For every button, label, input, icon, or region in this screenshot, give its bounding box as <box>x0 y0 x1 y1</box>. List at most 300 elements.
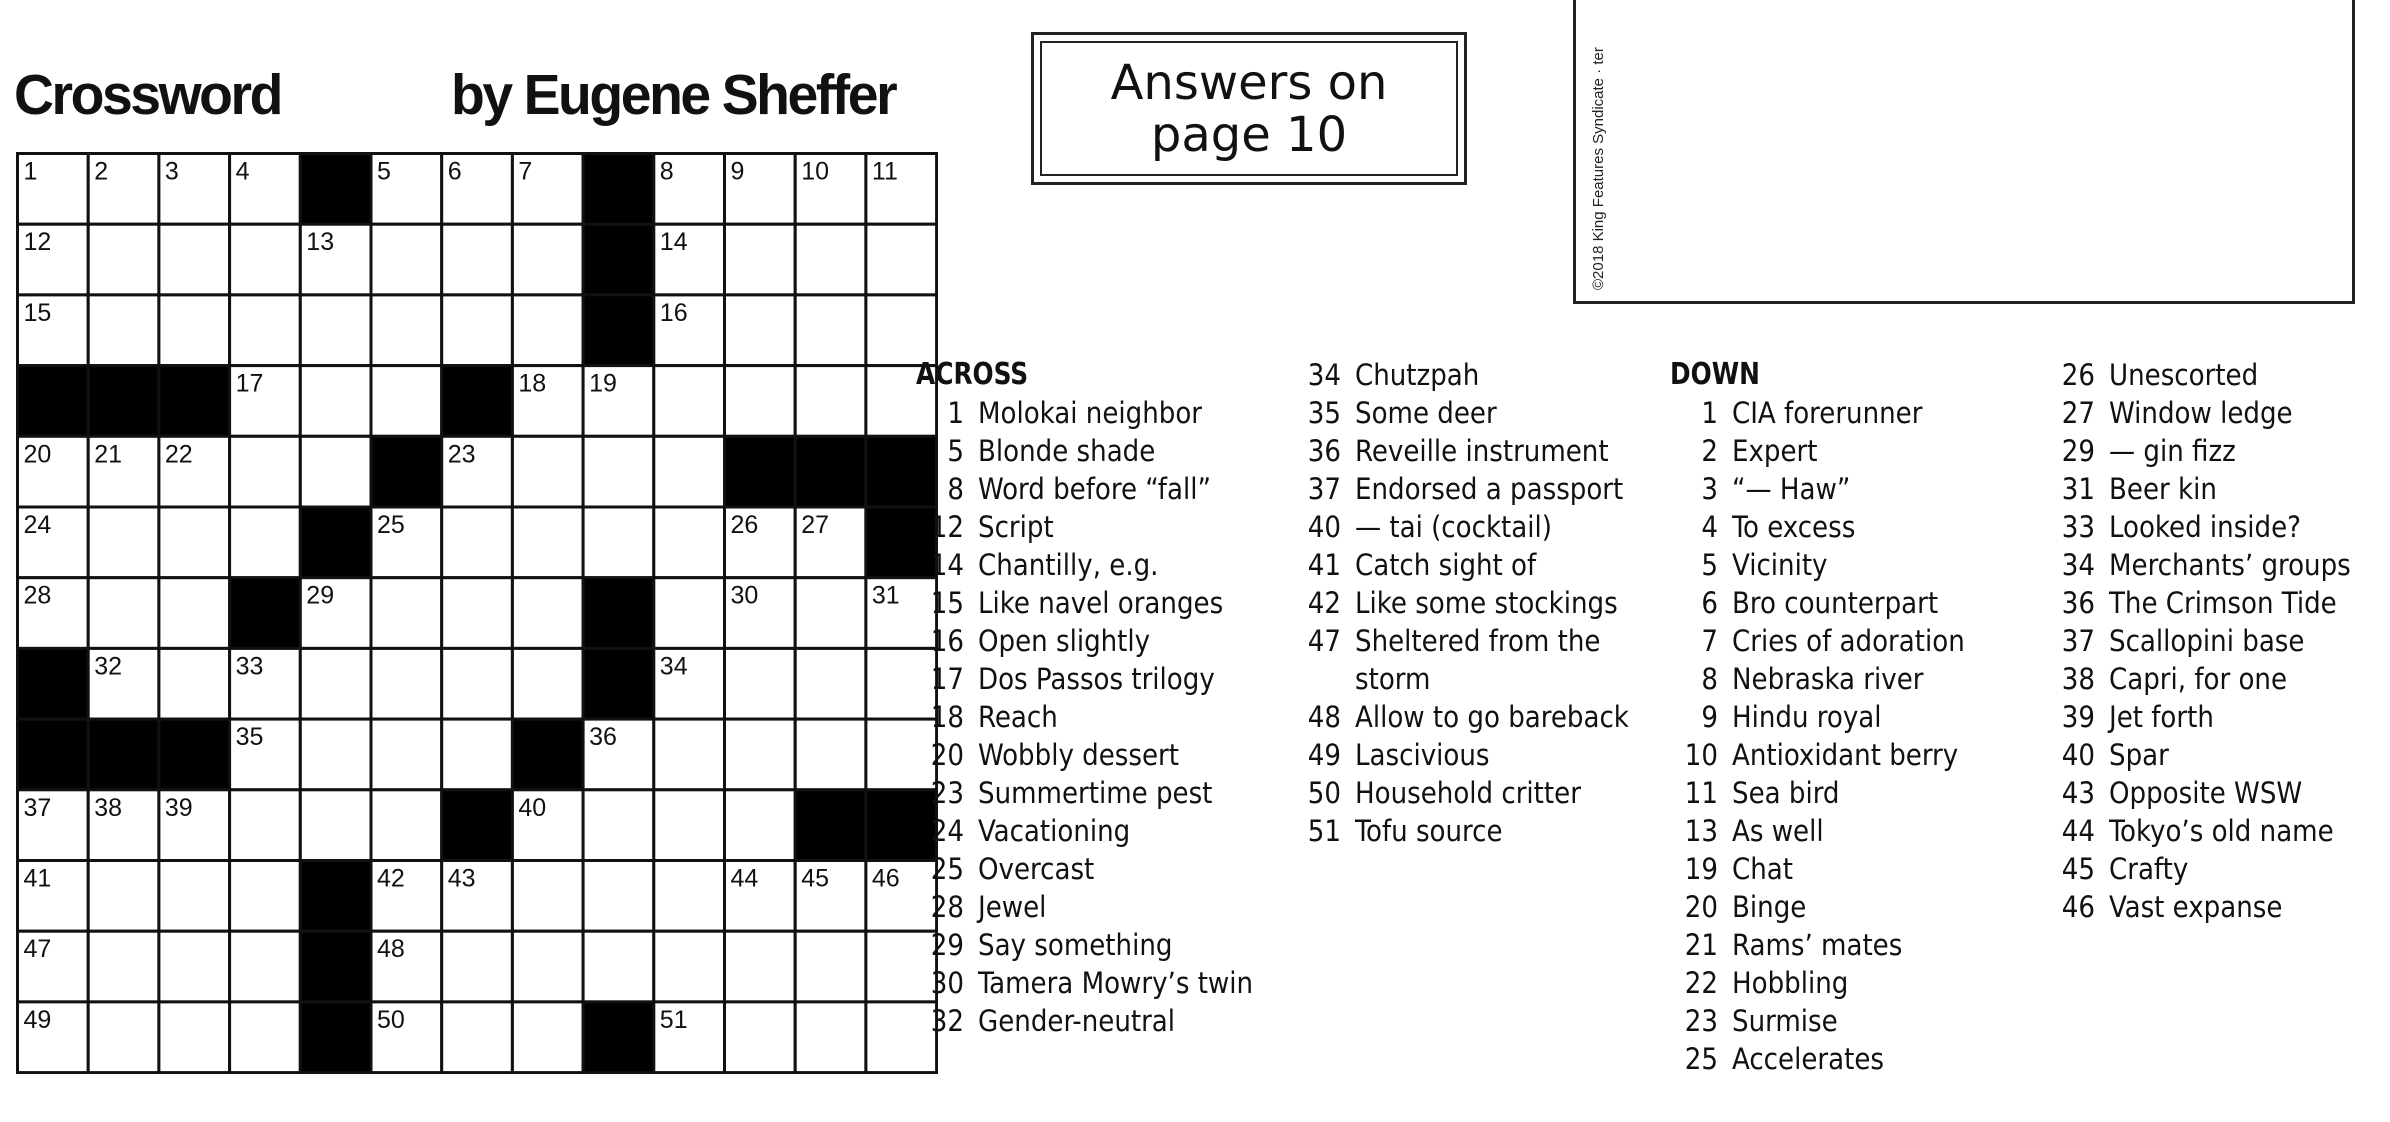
clue-across-34[interactable] <box>1293 356 1653 394</box>
grid-cell[interactable] <box>300 719 371 790</box>
grid-cell[interactable] <box>159 648 230 719</box>
clue-down-13[interactable] <box>1670 812 2030 850</box>
grid-cell[interactable] <box>88 931 159 1002</box>
clue-text: Antioxidant berry <box>1732 738 1959 772</box>
answers-note: Answers on page 10 <box>1110 54 1388 163</box>
clue-down-45[interactable] <box>2047 850 2390 888</box>
clue-text: Vicinity <box>1732 548 1828 582</box>
clue-down-4[interactable] <box>1670 508 2030 546</box>
clue-down-40[interactable] <box>2047 736 2390 774</box>
clue-across-23[interactable] <box>916 774 1276 812</box>
cell-number: 8 <box>659 157 674 186</box>
clue-across-29[interactable] <box>916 926 1276 964</box>
grid-cell[interactable] <box>300 648 371 719</box>
cell-number: 10 <box>801 157 830 186</box>
clue-text: Vacationing <box>978 814 1131 848</box>
grid-cell[interactable] <box>512 295 583 366</box>
cell-number: 31 <box>871 581 900 610</box>
grid-cell[interactable] <box>88 578 159 649</box>
clue-number: 14 <box>930 548 964 582</box>
clue-text: Rams’ mates <box>1732 928 1903 962</box>
clue-text: Catch sight of <box>1355 548 1537 582</box>
clue-text: Chat <box>1732 852 1793 886</box>
clue-down-37[interactable] <box>2047 622 2390 660</box>
grid-cell[interactable] <box>371 366 442 437</box>
clue-across-5[interactable] <box>916 432 1276 470</box>
clue-number: 23 <box>930 776 964 810</box>
grid-cell[interactable] <box>654 366 725 437</box>
clue-number: 31 <box>2061 472 2095 506</box>
grid-cell[interactable] <box>583 790 654 861</box>
clue-down-21[interactable] <box>1670 926 2030 964</box>
clue-across-17[interactable] <box>916 660 1276 698</box>
clue-across-30[interactable] <box>916 964 1276 1002</box>
clue-across-40[interactable] <box>1293 508 1653 546</box>
grid-cell[interactable] <box>230 861 301 932</box>
grid-cell[interactable] <box>725 719 796 790</box>
clue-text: The Crimson Tide <box>2109 586 2337 620</box>
grid-cell[interactable] <box>795 931 866 1002</box>
clue-down-6[interactable] <box>1670 584 2030 622</box>
clue-down-2[interactable] <box>1670 432 2030 470</box>
grid-cell[interactable] <box>88 295 159 366</box>
grid-block <box>583 648 654 719</box>
down-heading: DOWN <box>1670 357 1760 392</box>
cell-number: 4 <box>235 157 250 186</box>
grid-cell[interactable] <box>300 436 371 507</box>
grid-block <box>583 1002 654 1073</box>
grid-cell[interactable] <box>725 295 796 366</box>
grid-cell[interactable] <box>371 224 442 295</box>
across-heading: ACROSS <box>916 357 1029 392</box>
clue-across-36[interactable] <box>1293 432 1653 470</box>
clue-number: 36 <box>2061 586 2095 620</box>
grid-cell[interactable] <box>866 295 937 366</box>
clue-text: Jewel <box>978 890 1047 924</box>
clue-text: Capri, for one <box>2109 662 2288 696</box>
clue-text: Endorsed a passport <box>1355 472 1624 506</box>
clue-number: 37 <box>2061 624 2095 658</box>
clue-text: Sea bird <box>1732 776 1840 810</box>
grid-cell[interactable] <box>300 366 371 437</box>
grid-cell[interactable] <box>654 436 725 507</box>
clue-number: 13 <box>1684 814 1718 848</box>
grid-cell[interactable] <box>230 931 301 1002</box>
grid-cell[interactable] <box>725 931 796 1002</box>
clue-text: Unescorted <box>2109 358 2259 392</box>
clue-down-44[interactable] <box>2047 812 2390 850</box>
cell-number: 12 <box>23 228 52 257</box>
clue-text: Beer kin <box>2109 472 2217 506</box>
clue-text: Chutzpah <box>1355 358 1480 392</box>
clue-number: 15 <box>930 586 964 620</box>
clue-down-22[interactable] <box>1670 964 2030 1002</box>
cell-number: 20 <box>23 440 52 469</box>
clue-down-8[interactable] <box>1670 660 2030 698</box>
clue-text: Household critter <box>1355 776 1581 810</box>
grid-block <box>159 719 230 790</box>
copyright-notice: ©2018 King Features Syndicate · ter <box>1590 47 1607 290</box>
cell-number: 26 <box>730 511 759 539</box>
clue-number: 21 <box>1684 928 1718 962</box>
clue-number: 8 <box>947 472 964 506</box>
grid-cell[interactable] <box>230 790 301 861</box>
clue-text: Accelerates <box>1732 1042 1884 1076</box>
grid-cell[interactable] <box>159 861 230 932</box>
clue-text: Lascivious <box>1355 738 1490 772</box>
grid-cell[interactable] <box>300 295 371 366</box>
clue-across-15[interactable] <box>916 584 1276 622</box>
grid-cell[interactable] <box>371 790 442 861</box>
clue-text: Scallopini base <box>2109 624 2305 658</box>
clue-down-23[interactable] <box>1670 1002 2030 1040</box>
cell-number: 3 <box>164 157 179 186</box>
clue-down-19[interactable] <box>1670 850 2030 888</box>
grid-cell[interactable] <box>583 861 654 932</box>
clue-text: Surmise <box>1732 1004 1838 1038</box>
grid-cell[interactable] <box>795 719 866 790</box>
grid-cell[interactable] <box>512 931 583 1002</box>
grid-cell[interactable] <box>512 224 583 295</box>
clue-across-24[interactable] <box>916 812 1276 850</box>
clue-down-20[interactable] <box>1670 888 2030 926</box>
cell-number: 25 <box>377 511 405 539</box>
clue-number: 5 <box>947 434 964 468</box>
clue-down-3[interactable] <box>1670 470 2030 508</box>
cell-number: 49 <box>23 1005 52 1034</box>
clue-text: Tamera Mowry’s twin <box>978 966 1254 1000</box>
clue-across-14[interactable] <box>916 546 1276 584</box>
cell-number: 40 <box>518 793 547 822</box>
clue-text: Gender-neutral <box>978 1004 1176 1038</box>
clue-number: 25 <box>930 852 964 886</box>
grid-cell[interactable] <box>654 931 725 1002</box>
cell-number: 22 <box>164 440 193 469</box>
grid-cell[interactable] <box>654 578 725 649</box>
clue-number: 26 <box>2061 358 2095 392</box>
clue-down-34[interactable] <box>2047 546 2390 584</box>
clue-number: 30 <box>930 966 964 1000</box>
clue-text: — tai (cocktail) <box>1355 510 1552 544</box>
clue-across-25[interactable] <box>916 850 1276 888</box>
clue-across-1[interactable] <box>916 394 1276 432</box>
clue-down-10[interactable] <box>1670 736 2030 774</box>
grid-cell[interactable] <box>654 861 725 932</box>
grid-cell[interactable] <box>442 224 513 295</box>
grid-block <box>583 578 654 649</box>
grid-cell[interactable] <box>88 1002 159 1073</box>
clue-across-51[interactable] <box>1293 812 1653 850</box>
clue-text: Reveille instrument <box>1355 434 1609 468</box>
grid-block <box>88 366 159 437</box>
grid-cell[interactable] <box>442 719 513 790</box>
grid-cell[interactable] <box>230 224 301 295</box>
clue-text: Wobbly dessert <box>978 738 1179 772</box>
clue-text: Dos Passos trilogy <box>978 662 1215 696</box>
clue-across-12[interactable] <box>916 508 1276 546</box>
cell-number: 16 <box>659 298 688 327</box>
clue-across-49[interactable] <box>1293 736 1653 774</box>
clue-number: 3 <box>1701 472 1718 506</box>
clue-text: Expert <box>1732 434 1818 468</box>
clue-text: Looked inside? <box>2109 510 2302 544</box>
clue-number: 17 <box>930 662 964 696</box>
ad-box <box>1573 0 2355 304</box>
grid-cell[interactable] <box>512 1002 583 1073</box>
grid-cell[interactable] <box>230 436 301 507</box>
grid-cell[interactable] <box>442 578 513 649</box>
grid-block <box>18 648 89 719</box>
clue-number: 47 <box>1307 624 1341 658</box>
grid-block <box>300 861 371 932</box>
grid-cell[interactable] <box>88 861 159 932</box>
clue-down-11[interactable] <box>1670 774 2030 812</box>
cell-number: 29 <box>306 581 335 610</box>
clue-across-20[interactable] <box>916 736 1276 774</box>
clue-text: Sheltered from the storm <box>1355 624 1601 696</box>
grid-cell[interactable] <box>159 578 230 649</box>
clue-text: Opposite WSW <box>2109 776 2303 810</box>
cell-number: 33 <box>235 652 264 681</box>
clue-number: 1 <box>947 396 964 430</box>
grid-cell[interactable] <box>654 790 725 861</box>
clue-text: — gin fizz <box>2109 434 2236 468</box>
clue-across-48[interactable] <box>1293 698 1653 736</box>
clue-across-47[interactable] <box>1293 622 1653 698</box>
puzzle-title: Crossword <box>14 63 281 127</box>
grid-block <box>512 719 583 790</box>
clue-down-29[interactable] <box>2047 432 2390 470</box>
grid-cell[interactable] <box>371 295 442 366</box>
clue-number: 20 <box>1684 890 1718 924</box>
answers-box <box>1031 32 1467 185</box>
clue-down-26[interactable] <box>2047 356 2390 394</box>
grid-cell[interactable] <box>583 931 654 1002</box>
cell-number: 38 <box>94 793 123 822</box>
clue-number: 34 <box>2061 548 2095 582</box>
clue-number: 39 <box>2061 700 2095 734</box>
grid-block <box>795 790 866 861</box>
clue-across-35[interactable] <box>1293 394 1653 432</box>
clue-number: 20 <box>930 738 964 772</box>
clue-down-9[interactable] <box>1670 698 2030 736</box>
crossword-grid[interactable] <box>16 152 938 1074</box>
clue-across-37[interactable] <box>1293 470 1653 508</box>
clue-across-42[interactable] <box>1293 584 1653 622</box>
grid-cell[interactable] <box>442 507 513 578</box>
grid-cell[interactable] <box>442 648 513 719</box>
grid-cell[interactable] <box>725 648 796 719</box>
cell-number: 28 <box>23 581 52 610</box>
grid-cell[interactable] <box>512 578 583 649</box>
grid-cell[interactable] <box>795 295 866 366</box>
clue-number: 45 <box>2061 852 2095 886</box>
cell-number: 23 <box>447 440 476 469</box>
clue-down-46[interactable] <box>2047 888 2390 926</box>
clue-number: 36 <box>1307 434 1341 468</box>
clue-number: 50 <box>1307 776 1341 810</box>
clue-number: 41 <box>1307 548 1341 582</box>
clue-across-16[interactable] <box>916 622 1276 660</box>
grid-cell[interactable] <box>512 861 583 932</box>
grid-cell[interactable] <box>654 507 725 578</box>
grid-cell[interactable] <box>371 648 442 719</box>
grid-cell[interactable] <box>795 366 866 437</box>
grid-cell[interactable] <box>230 507 301 578</box>
cell-number: 21 <box>94 440 123 469</box>
clue-text: Say something <box>978 928 1173 962</box>
grid-cell[interactable] <box>159 1002 230 1073</box>
clue-number: 16 <box>930 624 964 658</box>
grid-cell[interactable] <box>230 295 301 366</box>
cell-number: 7 <box>518 157 533 186</box>
clue-down-25[interactable] <box>1670 1040 2030 1078</box>
grid-cell[interactable] <box>512 648 583 719</box>
clue-down-33[interactable] <box>2047 508 2390 546</box>
clue-across-41[interactable] <box>1293 546 1653 584</box>
grid-cell[interactable] <box>442 1002 513 1073</box>
grid-cell[interactable] <box>583 436 654 507</box>
grid-block <box>300 931 371 1002</box>
grid-cell[interactable] <box>300 790 371 861</box>
grid-cell[interactable] <box>725 1002 796 1073</box>
grid-cell[interactable] <box>159 507 230 578</box>
grid-cell[interactable] <box>795 1002 866 1073</box>
clue-number: 2 <box>1701 434 1718 468</box>
grid-cell[interactable] <box>88 224 159 295</box>
clue-number: 24 <box>930 814 964 848</box>
clue-down-7[interactable] <box>1670 622 2030 660</box>
grid-cell[interactable] <box>795 648 866 719</box>
clue-across-50[interactable] <box>1293 774 1653 812</box>
clue-number: 33 <box>2061 510 2095 544</box>
author-byline: by Eugene Sheffer <box>451 63 896 127</box>
clue-number: 51 <box>1307 814 1341 848</box>
clue-text: Summertime pest <box>978 776 1213 810</box>
grid-block <box>442 366 513 437</box>
clue-number: 35 <box>1307 396 1341 430</box>
clue-number: 5 <box>1701 548 1718 582</box>
grid-block <box>583 295 654 366</box>
clue-text: Merchants’ groups <box>2109 548 2351 582</box>
clue-down-38[interactable] <box>2047 660 2390 698</box>
clue-down-39[interactable] <box>2047 698 2390 736</box>
clue-number: 19 <box>1684 852 1718 886</box>
grid-cell[interactable] <box>866 224 937 295</box>
grid-block <box>18 366 89 437</box>
grid-cell[interactable] <box>442 295 513 366</box>
clue-text: Molokai neighbor <box>978 396 1202 430</box>
grid-block <box>159 366 230 437</box>
grid-cell[interactable] <box>442 931 513 1002</box>
clue-text: Spar <box>2109 738 2169 772</box>
grid-cell[interactable] <box>371 578 442 649</box>
grid-block <box>18 719 89 790</box>
cell-number: 17 <box>235 369 264 398</box>
clue-text: Binge <box>1732 890 1807 924</box>
clue-down-1[interactable] <box>1670 394 2030 432</box>
clue-down-36[interactable] <box>2047 584 2390 622</box>
grid-cell[interactable] <box>371 719 442 790</box>
grid-block <box>371 436 442 507</box>
grid-block <box>795 436 866 507</box>
clue-number: 27 <box>2061 396 2095 430</box>
clue-number: 7 <box>1701 624 1718 658</box>
grid-cell[interactable] <box>654 719 725 790</box>
clue-across-8[interactable] <box>916 470 1276 508</box>
grid-block <box>583 224 654 295</box>
clue-number: 28 <box>930 890 964 924</box>
clue-text: Open slightly <box>978 624 1151 658</box>
clue-across-18[interactable] <box>916 698 1276 736</box>
clue-across-32[interactable] <box>916 1002 1276 1040</box>
grid-block <box>583 154 654 225</box>
clue-number: 46 <box>2061 890 2095 924</box>
cell-number: 45 <box>801 864 830 893</box>
grid-cell[interactable] <box>795 578 866 649</box>
clue-number: 42 <box>1307 586 1341 620</box>
cell-number: 39 <box>164 793 193 822</box>
clue-text: Script <box>978 510 1054 544</box>
clue-number: 29 <box>2061 434 2095 468</box>
clue-text: Overcast <box>978 852 1095 886</box>
clue-across-28[interactable] <box>916 888 1276 926</box>
clue-number: 34 <box>1307 358 1341 392</box>
clue-number: 18 <box>930 700 964 734</box>
grid-block <box>88 719 159 790</box>
clue-number: 1 <box>1701 396 1718 430</box>
clue-text: Allow to go bareback <box>1355 700 1629 734</box>
clue-text: Crafty <box>2109 852 2189 886</box>
clue-number: 40 <box>2061 738 2095 772</box>
clue-text: Vast expanse <box>2109 890 2283 924</box>
grid-cell[interactable] <box>512 507 583 578</box>
clue-down-43[interactable] <box>2047 774 2390 812</box>
grid-cell[interactable] <box>159 931 230 1002</box>
grid-cell[interactable] <box>230 1002 301 1073</box>
clue-number: 25 <box>1684 1042 1718 1076</box>
cell-number: 36 <box>589 723 617 752</box>
grid-cell[interactable] <box>88 507 159 578</box>
cell-number: 32 <box>94 652 123 681</box>
cell-number: 42 <box>377 864 405 893</box>
grid-cell[interactable] <box>159 224 230 295</box>
clue-text: Bro counterpart <box>1732 586 1939 620</box>
clue-down-5[interactable] <box>1670 546 2030 584</box>
grid-cell[interactable] <box>725 366 796 437</box>
clue-text: Hindu royal <box>1732 700 1882 734</box>
grid-cell[interactable] <box>583 507 654 578</box>
clue-number: 12 <box>930 510 964 544</box>
grid-cell[interactable] <box>725 790 796 861</box>
clue-number: 4 <box>1701 510 1718 544</box>
clue-text: Window ledge <box>2109 396 2293 430</box>
grid-cell[interactable] <box>512 436 583 507</box>
clue-down-27[interactable] <box>2047 394 2390 432</box>
clue-number: 22 <box>1684 966 1718 1000</box>
cell-number: 14 <box>659 228 688 257</box>
cell-number: 6 <box>447 157 462 186</box>
clue-text: Tokyo’s old name <box>2109 814 2334 848</box>
grid-cell[interactable] <box>795 224 866 295</box>
clue-text: To excess <box>1732 510 1856 544</box>
grid-cell[interactable] <box>159 295 230 366</box>
clue-number: 9 <box>1701 700 1718 734</box>
clue-down-31[interactable] <box>2047 470 2390 508</box>
clue-number: 43 <box>2061 776 2095 810</box>
grid-cell[interactable] <box>725 224 796 295</box>
clue-number: 32 <box>930 1004 964 1038</box>
